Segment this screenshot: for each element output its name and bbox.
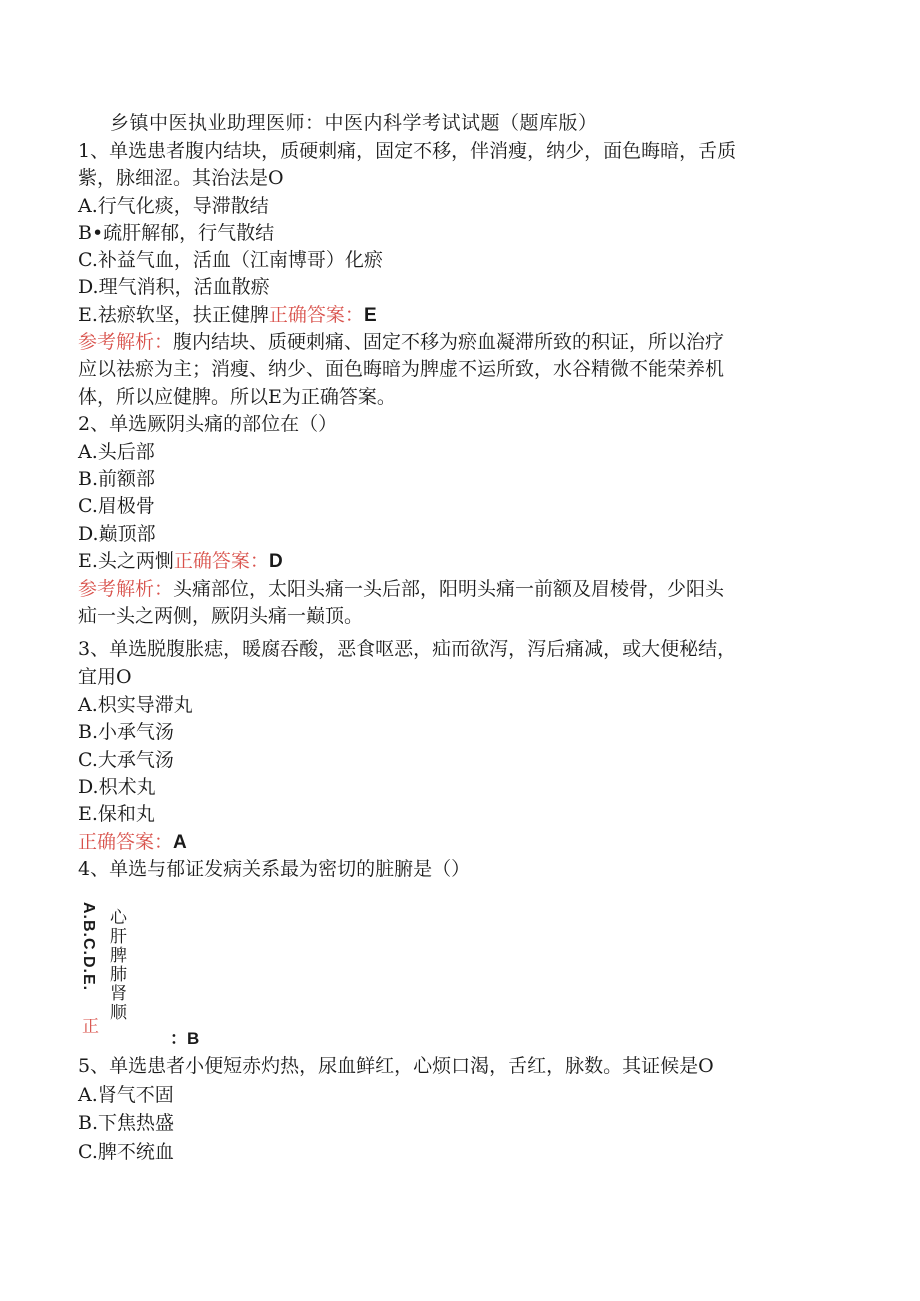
q3-stem-line1: 3、单选脱腹胀痣，暖腐吞酸，恶食呕恶，疝而欲泻，泻后痛减，或大便秘结，	[78, 638, 737, 660]
q1-stem-line2: 紫，脉细涩。其治法是O	[78, 167, 284, 189]
q5-stem: 5、单选患者小便短赤灼热，尿血鲜红，心烦口渴，舌红，脉数。其证候是O	[78, 1055, 714, 1077]
q3-option-d: D.枳术丸	[78, 776, 156, 798]
q1-analysis-line3: 体，所以应健脾。所以E为正确答案。	[78, 386, 396, 408]
q3-answer-row	[78, 829, 187, 856]
q1-stem-line1: 1、单选患者腹内结块，质硬刺痛，固定不移，伴消瘦，纳少，面色晦暗，舌质	[78, 140, 737, 162]
q2-option-b: B.前额部	[78, 468, 156, 490]
q2-analysis-line1	[78, 576, 724, 602]
q2-answer: D	[268, 551, 283, 572]
q1-option-c: C.补益气血，活血（江南博哥）化瘀	[78, 249, 383, 271]
q1-answer-label: 正确答案：	[268, 304, 364, 326]
q1-analysis-label: 参考解析：	[78, 331, 174, 353]
q5-option-b: B.下焦热盛	[78, 1112, 175, 1134]
q2-option-e-row	[78, 548, 283, 575]
q1-answer: E	[363, 305, 377, 326]
q1-option-a: A.行气化痰，导滞散结	[78, 195, 269, 217]
q4-option-texts: 心肝脾肺肾顺	[106, 908, 126, 1022]
q4-option-letters: A.B.C.D.E.	[80, 902, 97, 992]
q1-option-d: D.理气消积，活血散瘀	[78, 276, 270, 298]
document-title: 乡镇中医执业助理医师：中医内科学考试试题（题库版）	[110, 112, 598, 134]
q3-answer-label: 正确答案：	[78, 831, 174, 853]
q2-option-a: A.头后部	[78, 441, 155, 463]
q3-stem-line2: 宜用O	[78, 666, 132, 688]
q3-answer: A	[173, 832, 187, 853]
q2-analysis-text1: 头痛部位，太阳头痛一头后部，阳明头痛一前额及眉棱骨，少阳头	[173, 578, 725, 600]
q5-option-a: A.肾气不固	[78, 1084, 174, 1106]
q3-option-b: B.小承气汤	[78, 721, 175, 743]
q2-analysis-label: 参考解析：	[78, 578, 174, 600]
q2-stem: 2、单选厥阴头痛的部位在（）	[78, 413, 338, 435]
q2-answer-label: 正确答案：	[173, 550, 269, 572]
q4-answer-label: 正	[82, 1017, 99, 1037]
q4-answer: ：B	[170, 1029, 200, 1048]
q1-option-b: B•疏肝解郁，行气散结	[78, 222, 275, 244]
q1-option-e-row	[78, 302, 377, 329]
q3-option-e: E.保和丸	[78, 803, 155, 825]
q1-analysis-line2: 应以祛瘀为主；消瘦、纳少、面色晦暗为脾虚不运所致，水谷精微不能荣养机	[78, 358, 725, 380]
q4-options-garbled	[78, 902, 138, 1037]
q4-stem: 4、单选与郁证发病关系最为密切的脏腑是（）	[78, 858, 471, 880]
q2-option-d: D.巅顶部	[78, 523, 156, 545]
q1-analysis-line1	[78, 329, 724, 355]
q3-option-c: C.大承气汤	[78, 749, 174, 771]
q2-analysis-line2: 疝一头之两侧，厥阴头痛一巅顶。	[78, 605, 364, 627]
q1-option-e: E.祛瘀软坚，扶正健脾	[78, 304, 269, 326]
q3-option-a: A.枳实导滞丸	[78, 694, 193, 716]
q5-option-c: C.脾不统血	[78, 1141, 174, 1163]
q2-option-c: C.眉极骨	[78, 495, 155, 517]
q1-analysis-text1: 腹内结块、质硬刺痛、固定不移为瘀血凝滞所致的积证，所以治疗	[173, 331, 725, 353]
q2-option-e: E.头之两惻	[78, 550, 174, 572]
